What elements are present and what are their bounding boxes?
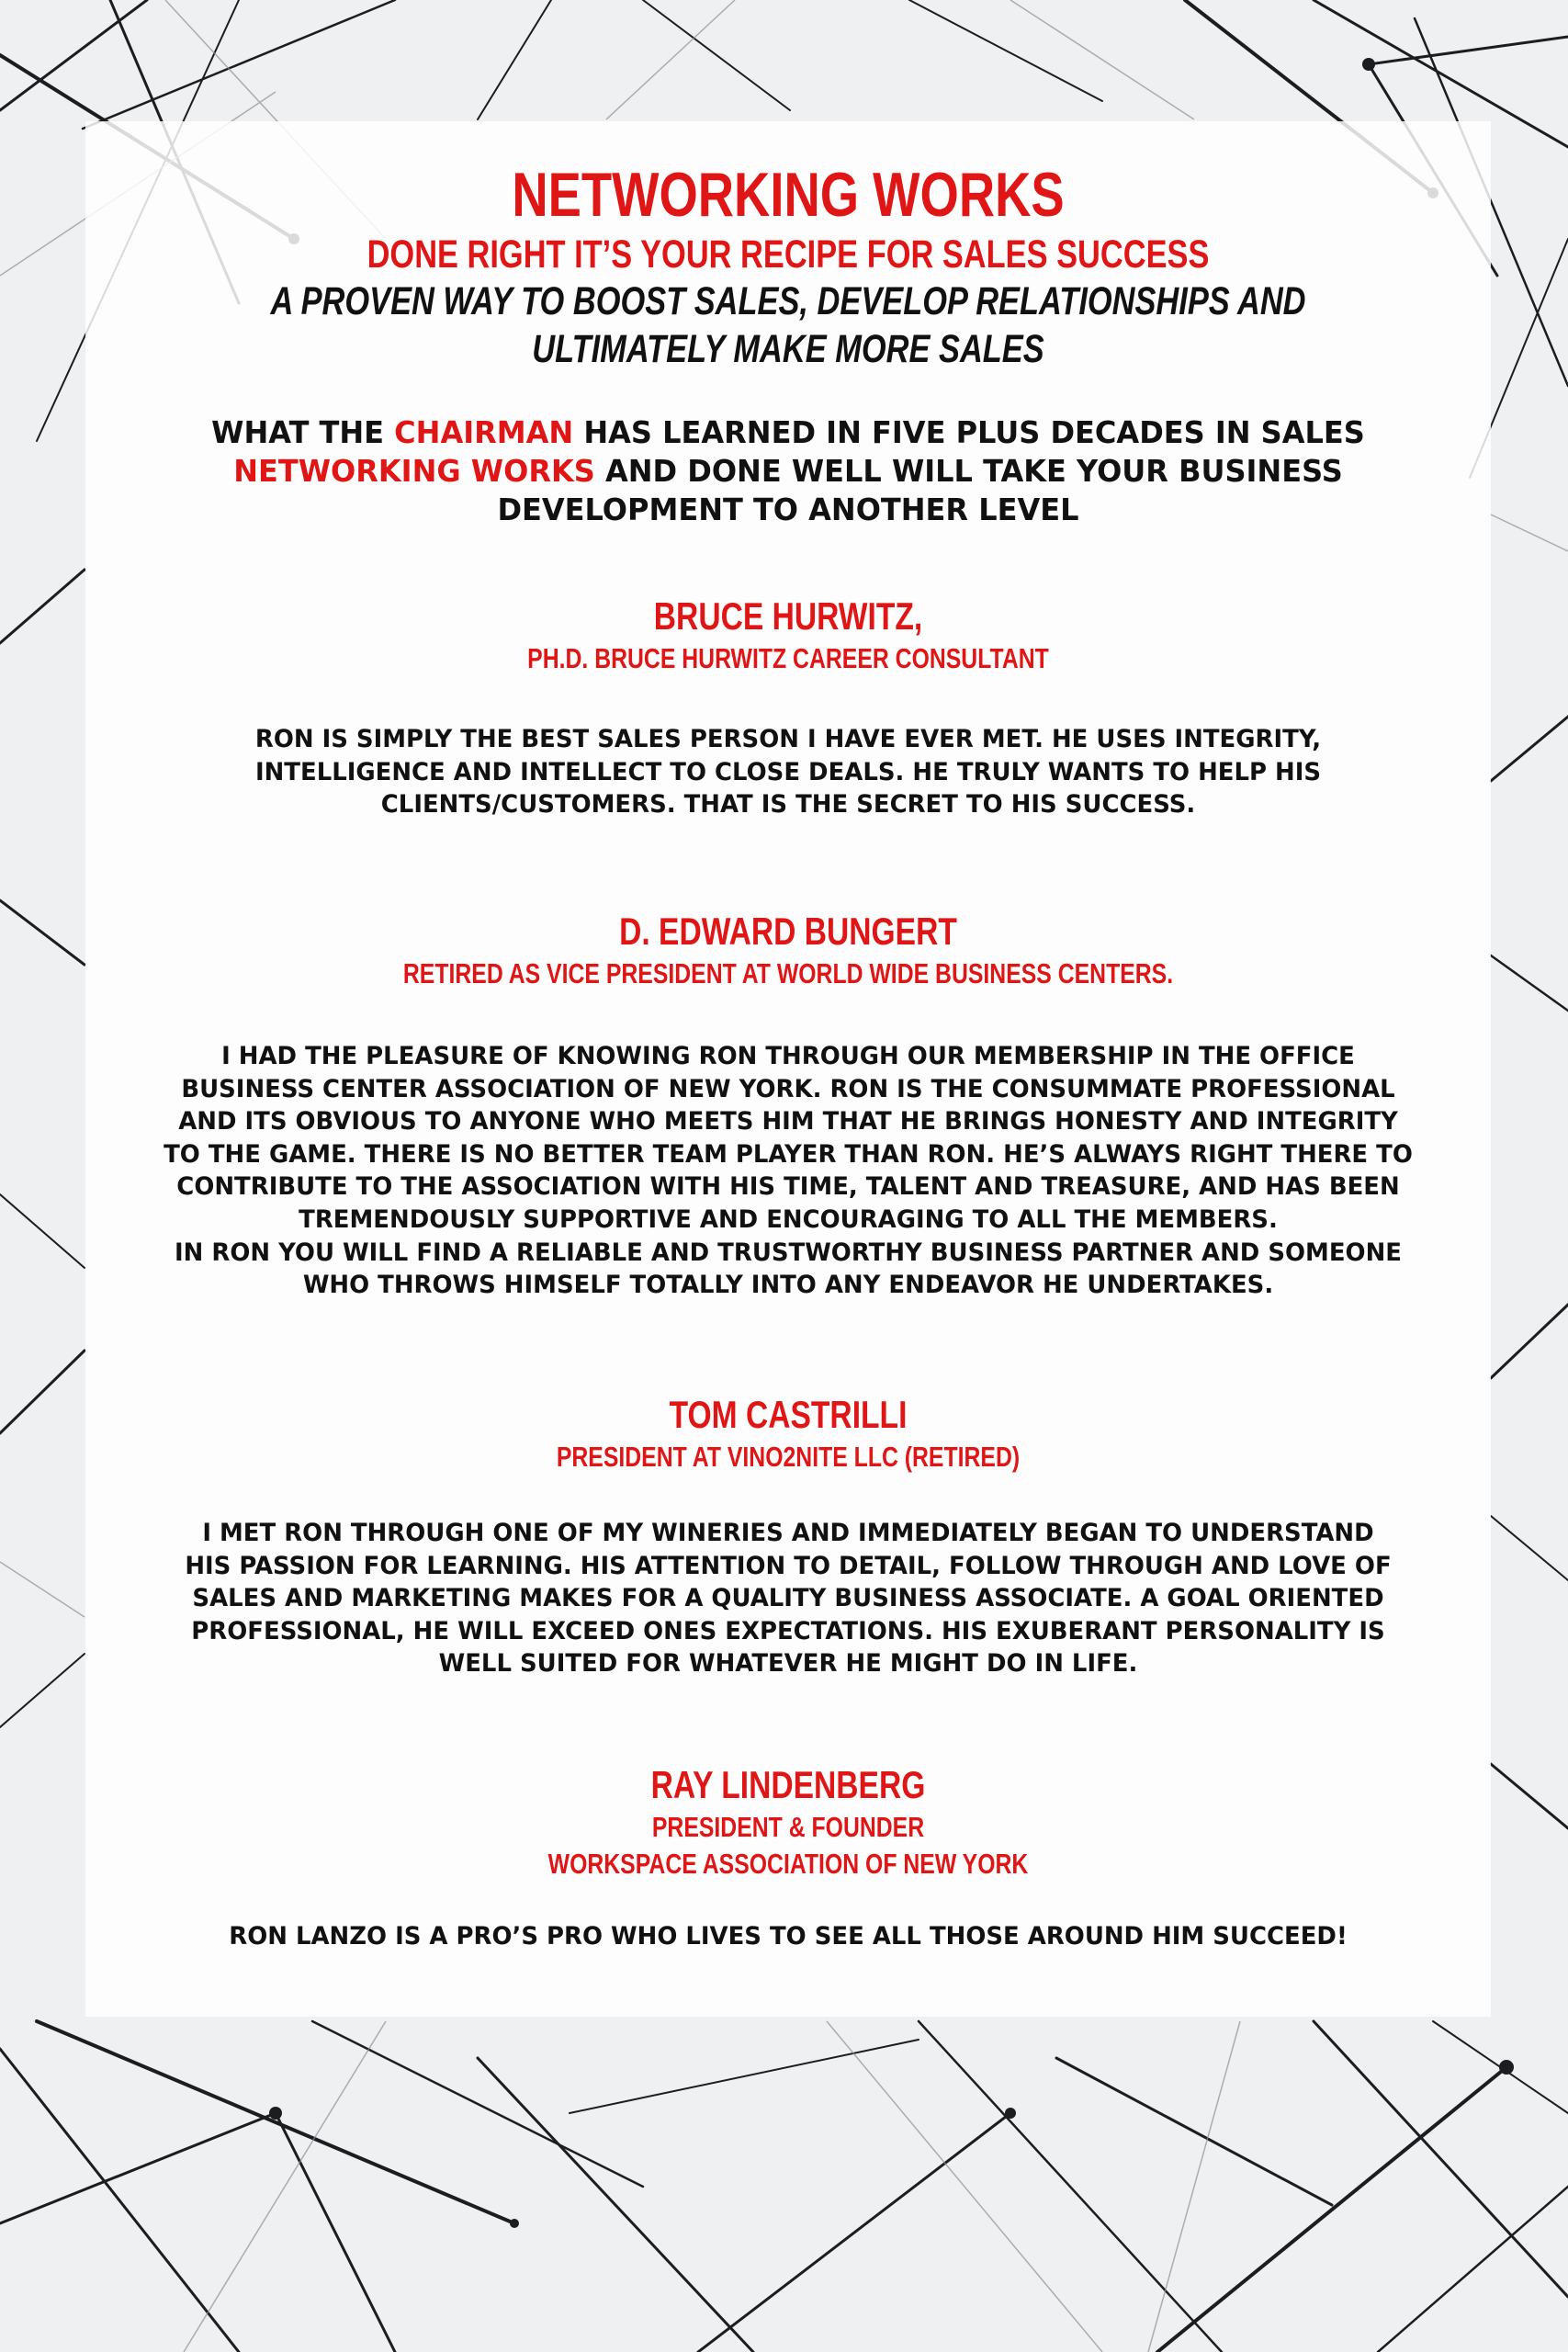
testimonial-role: PRESIDENT & FOUNDER	[651, 1811, 925, 1843]
intro-line: DEVELOPMENT TO ANOTHER LEVEL	[497, 492, 1079, 527]
testimonial-name: BRUCE HURWITZ,	[653, 594, 923, 638]
testimonial-role: WORKSPACE ASSOCIATION OF NEW YORK	[547, 1848, 1029, 1880]
testimonial-role: RETIRED AS VICE PRESIDENT AT WORLD WIDE BUSINESS CENTERS.	[402, 957, 1174, 989]
testimonial-d-edward-bungert	[85, 908, 1491, 992]
testimonial-quote	[114, 1517, 1463, 1680]
quote-line: HIS PASSION FOR LEARNING. HIS ATTENTION TO DETAIL, FOLLOW THROUGH AND LOVE OF	[185, 1551, 1392, 1580]
intro-text: WHAT THE	[211, 414, 395, 450]
quote-line: INTELLIGENCE AND INTELLECT TO CLOSE DEALS. HE TRULY WANTS TO HELP HIS	[254, 757, 1322, 786]
quote-line: TREMENDOUSLY SUPPORTIVE AND ENCOURAGING TO ALL THE MEMBERS.	[299, 1204, 1278, 1234]
intro-text: HAS LEARNED IN FIVE PLUS DECADES IN SALES	[573, 414, 1365, 450]
quote-line: WHO THROWS HIMSELF TOTALLY INTO ANY ENDEAVOR HE UNDERTAKES.	[302, 1271, 1274, 1300]
testimonial-quote	[114, 1920, 1463, 1953]
testimonial-quote	[114, 723, 1463, 821]
quote-line: PROFESSIONAL, HE WILL EXCEED ONES EXPECTATIONS. HIS EXUBERANT PERSONALITY IS	[191, 1616, 1385, 1645]
tagline-line: A PROVEN WAY TO BOOST SALES, DEVELOP RELATIONSHIPS AND	[270, 279, 1306, 323]
chairman-highlight: CHAIRMAN	[394, 414, 574, 450]
quote-line: I HAD THE PLEASURE OF KNOWING RON THROUGH OUR MEMBERSHIP IN THE OFFICE	[221, 1042, 1355, 1070]
page-subtitle: DONE RIGHT IT’S YOUR RECIPE FOR SALES SUCCESS	[367, 232, 1210, 277]
quote-line: CLIENTS/CUSTOMERS. THAT IS THE SECRET TO HIS SUCCESS.	[380, 790, 1196, 820]
testimonial-name: RAY LINDENBERG	[650, 1763, 926, 1806]
intro-line	[107, 413, 1470, 452]
intro-text: AND DONE WELL WILL TAKE YOUR BUSINESS	[594, 453, 1343, 489]
content-panel	[85, 121, 1491, 2017]
quote-line: TO THE GAME. THERE IS NO BETTER TEAM PLAYER THAN RON. HE’S ALWAYS RIGHT THERE TO	[164, 1139, 1413, 1169]
quote-line: RON IS SIMPLY THE BEST SALES PERSON I HAVE EVER MET. HE USES INTEGRITY,	[254, 725, 1322, 753]
quote-line: CONTRIBUTE TO THE ASSOCIATION WITH HIS TIME, TALENT AND TREASURE, AND HAS BEEN	[176, 1172, 1400, 1202]
header	[85, 158, 1491, 373]
quote-line: IN RON YOU WILL FIND A RELIABLE AND TRUSTWORTHY BUSINESS PARTNER AND SOMEONE	[175, 1238, 1402, 1267]
quote-line: WELL SUITED FOR WHATEVER HE MIGHT DO IN LIFE.	[438, 1649, 1138, 1679]
testimonial-role: PH.D. BRUCE HURWITZ CAREER CONSULTANT	[527, 642, 1049, 674]
quote-line: BUSINESS CENTER ASSOCIATION OF NEW YORK. RON IS THE CONSUMMATE PROFESSIONAL	[181, 1074, 1395, 1103]
testimonial-name: TOM CASTRILLI	[669, 1393, 908, 1436]
testimonial-role: PRESIDENT AT VINO2NITE LLC (RETIRED)	[556, 1441, 1021, 1473]
intro-line	[107, 452, 1470, 491]
quote-line: I MET RON THROUGH ONE OF MY WINERIES AND IMMEDIATELY BEGAN TO UNDERSTAND	[202, 1519, 1374, 1547]
networking-works-highlight: NETWORKING WORKS	[233, 453, 595, 489]
testimonial-ray-lindenberg	[85, 1761, 1491, 1883]
quote-line: AND ITS OBVIOUS TO ANYONE WHO MEETS HIM THAT HE BRINGS HONESTY AND INTEGRITY	[178, 1107, 1398, 1136]
testimonial-tom-castrilli	[85, 1391, 1491, 1476]
page-title: NETWORKING WORKS	[512, 160, 1065, 230]
quote-line: RON LANZO IS A PRO’S PRO WHO LIVES TO SEE ALL THOSE AROUND HIM SUCCEED!	[229, 1922, 1348, 1951]
tagline-line: ULTIMATELY MAKE MORE SALES	[532, 327, 1044, 371]
testimonial-name: D. EDWARD BUNGERT	[619, 910, 957, 953]
intro-paragraph	[107, 413, 1470, 529]
testimonial-quote	[114, 1040, 1463, 1302]
testimonial-bruce-hurwitz	[85, 593, 1491, 677]
quote-line: SALES AND MARKETING MAKES FOR A QUALITY BUSINESS ASSOCIATE. A GOAL ORIENTED	[192, 1584, 1384, 1613]
